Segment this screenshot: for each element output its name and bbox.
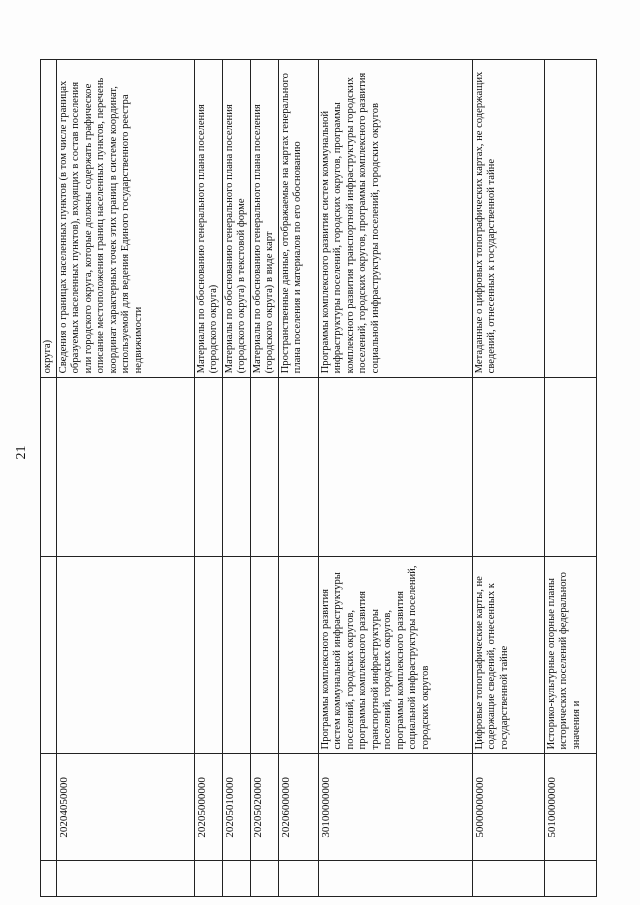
cell-extra	[222, 378, 250, 556]
cell-code: 20205000000	[194, 754, 222, 861]
table-row	[318, 60, 472, 897]
cell-code: 20204050000	[56, 754, 194, 861]
cell-description: Метаданные о цифровых топографических картах, не содержащих сведений, отнесенных к государственной тайне	[472, 60, 544, 378]
cell-index	[318, 861, 472, 897]
cell-index	[278, 861, 318, 897]
cell-name	[194, 556, 222, 754]
table-row	[544, 60, 596, 897]
cell-index	[250, 861, 278, 897]
cell-name: Программы комплексного развития систем коммунальной инфраструктуры поселений, городских округов, программы комплексного развития транспортной инфраструктуры поселений, городских округов, программы комплексного развития социальной инфраструктуры поселений, городских округов	[318, 556, 472, 754]
table-row	[250, 60, 278, 897]
cell-code: 20206000000	[278, 754, 318, 861]
cell-description: Материалы по обоснованию генерального плана поселения (городского округа) в виде карт	[250, 60, 278, 378]
table-row	[194, 60, 222, 897]
cell-extra	[41, 378, 57, 556]
cell-index	[194, 861, 222, 897]
cell-extra	[194, 378, 222, 556]
cell-name	[250, 556, 278, 754]
cell-code: 20205020000	[250, 754, 278, 861]
cell-name	[222, 556, 250, 754]
cell-index	[472, 861, 544, 897]
cell-index	[544, 861, 596, 897]
register-table	[40, 59, 597, 897]
cell-description	[544, 60, 596, 378]
cell-index	[41, 861, 57, 897]
cell-description: Сведения о границах населенных пунктов (в том числе границах образуемых населенных пунктов), входящих в состав поселения или городского округа, которые должны содержать графическое описание местоположения границ населенных пунктов, перечень координат характерных точек этих границ в системе координат, используемой для ведения Единого государственного реестра недвижимости	[56, 60, 194, 378]
cell-name	[56, 556, 194, 754]
table-row	[472, 60, 544, 897]
cell-code: 50100000000	[544, 754, 596, 861]
cell-name	[278, 556, 318, 754]
cell-index	[222, 861, 250, 897]
page-number: 21	[14, 445, 29, 460]
cell-code: 20205010000	[222, 754, 250, 861]
table-row	[41, 60, 57, 897]
cell-description: округа)	[41, 60, 57, 378]
cell-description: Материалы по обоснованию генерального плана поселения (городского округа)	[194, 60, 222, 378]
cell-index	[56, 861, 194, 897]
cell-extra	[278, 378, 318, 556]
cell-description: Программы комплексного развития систем коммунальной инфраструктуры поселений, городских округов, программы комплексного развития транспортной инфраструктуры городских поселений, городских округов, программы комплексного развития социальной инфраструктуры поселений, городских округов	[318, 60, 472, 378]
cell-name: Историко-культурные опорные планы исторических поселений федерального значения и	[544, 556, 596, 754]
cell-description: Материалы по обоснованию генерального плана поселения (городского округа) в текстовой форме	[222, 60, 250, 378]
cell-extra	[56, 378, 194, 556]
cell-code: 30100000000	[318, 754, 472, 861]
table-row	[278, 60, 318, 897]
register-table-body	[41, 60, 597, 897]
cell-name: Цифровые топографические карты, не содержащие сведений, отнесенных к государственной тайне	[472, 556, 544, 754]
cell-code	[41, 754, 57, 861]
cell-extra	[472, 378, 544, 556]
cell-description: Пространственные данные, отображаемые на картах генерального плана поселения и материалов по его обоснованию	[278, 60, 318, 378]
cell-extra	[318, 378, 472, 556]
cell-code: 50000000000	[472, 754, 544, 861]
cell-extra	[250, 378, 278, 556]
cell-name	[41, 556, 57, 754]
table-row	[222, 60, 250, 897]
table-row	[56, 60, 194, 897]
cell-extra	[544, 378, 596, 556]
